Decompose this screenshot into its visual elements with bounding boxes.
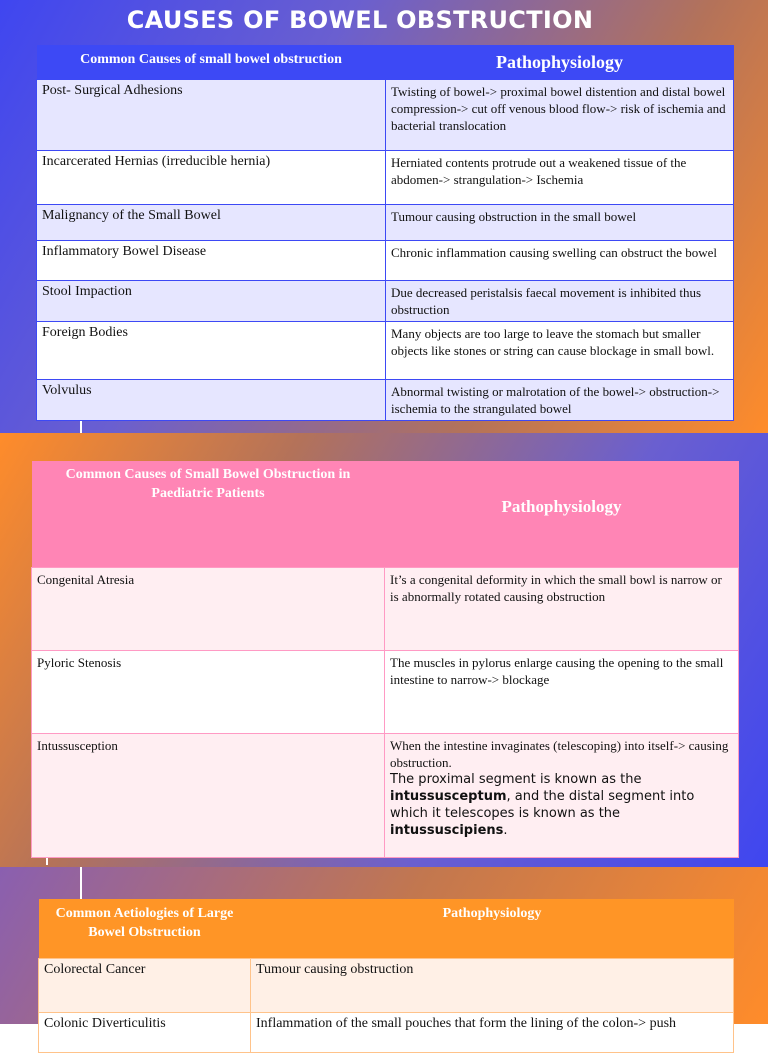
- table-row: [37, 205, 734, 241]
- table-row: [37, 241, 734, 281]
- intussusception-text: When the intestine invaginates (telescoping) into itself-> causing obstruction.: [390, 738, 729, 770]
- pathophysiology-cell: Tumour causing obstruction in the small bowel: [386, 205, 734, 241]
- table-row: [32, 734, 739, 858]
- detail-text: The proximal segment is known as the: [390, 772, 642, 787]
- column-header: Pathophysiology: [251, 899, 734, 959]
- pathophysiology-cell: Many objects are too large to leave the stomach but smaller objects like stones or string can cause blockage in small bowl.: [386, 322, 734, 380]
- pathophysiology-cell: The muscles in pylorus enlarge causing the opening to the small intestine to narrow-> blockage: [385, 651, 739, 734]
- paediatric-causes-table: [31, 461, 739, 858]
- pathophysiology-cell: Herniated contents protrude out a weakened tissue of the abdomen-> strangulation-> Ischemia: [386, 151, 734, 205]
- table-header-row: [32, 461, 739, 568]
- pathophysiology-cell: Tumour causing obstruction: [251, 959, 734, 1013]
- cause-cell: Post- Surgical Adhesions: [37, 80, 386, 151]
- page-title: CAUSES OF BOWEL OBSTRUCTION: [126, 6, 594, 34]
- table-row: [37, 322, 734, 380]
- table-row: [32, 568, 739, 651]
- table-row: [37, 380, 734, 421]
- table-row: [37, 80, 734, 151]
- column-header: Pathophysiology: [385, 461, 739, 568]
- column-header: Common Causes of small bowel obstruction: [37, 45, 386, 80]
- pathophysiology-cell: Due decreased peristalsis faecal movement is inhibited thus obstruction: [386, 281, 734, 322]
- intussuscipiens-term: intussuscipiens: [390, 823, 504, 838]
- table-row: [37, 281, 734, 322]
- detail-text: , and the distal segment into which it telescopes is known as the: [390, 789, 695, 821]
- cause-cell: Foreign Bodies: [37, 322, 386, 380]
- cause-cell: Inflammatory Bowel Disease: [37, 241, 386, 281]
- cause-cell: Colonic Diverticulitis: [39, 1013, 251, 1053]
- cause-cell: Congenital Atresia: [32, 568, 385, 651]
- table-row: [32, 651, 739, 734]
- table-row: [39, 1013, 734, 1053]
- cause-cell: Intussusception: [32, 734, 385, 858]
- pathophysiology-cell: It’s a congenital deformity in which the small bowl is narrow or is abnormally rotated causing obstruction: [385, 568, 739, 651]
- intussusceptum-term: intussusceptum: [390, 789, 507, 804]
- cause-cell: Pyloric Stenosis: [32, 651, 385, 734]
- connector-line: [80, 867, 82, 899]
- intussusception-detail: [390, 771, 733, 839]
- table-row: [37, 151, 734, 205]
- pathophysiology-cell: Abnormal twisting or malrotation of the bowel-> obstruction-> ischemia to the strangulated bowel: [386, 380, 734, 421]
- table-row: [39, 959, 734, 1013]
- pathophysiology-cell: [385, 734, 739, 858]
- large-bowel-causes-table: [38, 899, 734, 1053]
- cause-cell: Volvulus: [37, 380, 386, 421]
- column-header: Pathophysiology: [386, 45, 734, 80]
- cause-cell: Incarcerated Hernias (irreducible hernia): [37, 151, 386, 205]
- pathophysiology-cell: Chronic inflammation causing swelling can obstruct the bowel: [386, 241, 734, 281]
- pathophysiology-cell: Twisting of bowel-> proximal bowel distention and distal bowel compression-> cut off venous blood flow-> risk of ischemia and bacterial translocation: [386, 80, 734, 151]
- small-bowel-causes-table: [36, 45, 734, 421]
- detail-text: .: [503, 823, 508, 838]
- cause-cell: Colorectal Cancer: [39, 959, 251, 1013]
- cause-cell: Stool Impaction: [37, 281, 386, 322]
- pathophysiology-cell: Inflammation of the small pouches that form the lining of the colon-> push: [251, 1013, 734, 1053]
- column-header: Common Causes of Small Bowel Obstruction in Paediatric Patients: [32, 461, 385, 568]
- table-header-row: [39, 899, 734, 959]
- table-header-row: [37, 45, 734, 80]
- column-header: Common Aetiologies of Large Bowel Obstruction: [39, 899, 251, 959]
- cause-cell: Malignancy of the Small Bowel: [37, 205, 386, 241]
